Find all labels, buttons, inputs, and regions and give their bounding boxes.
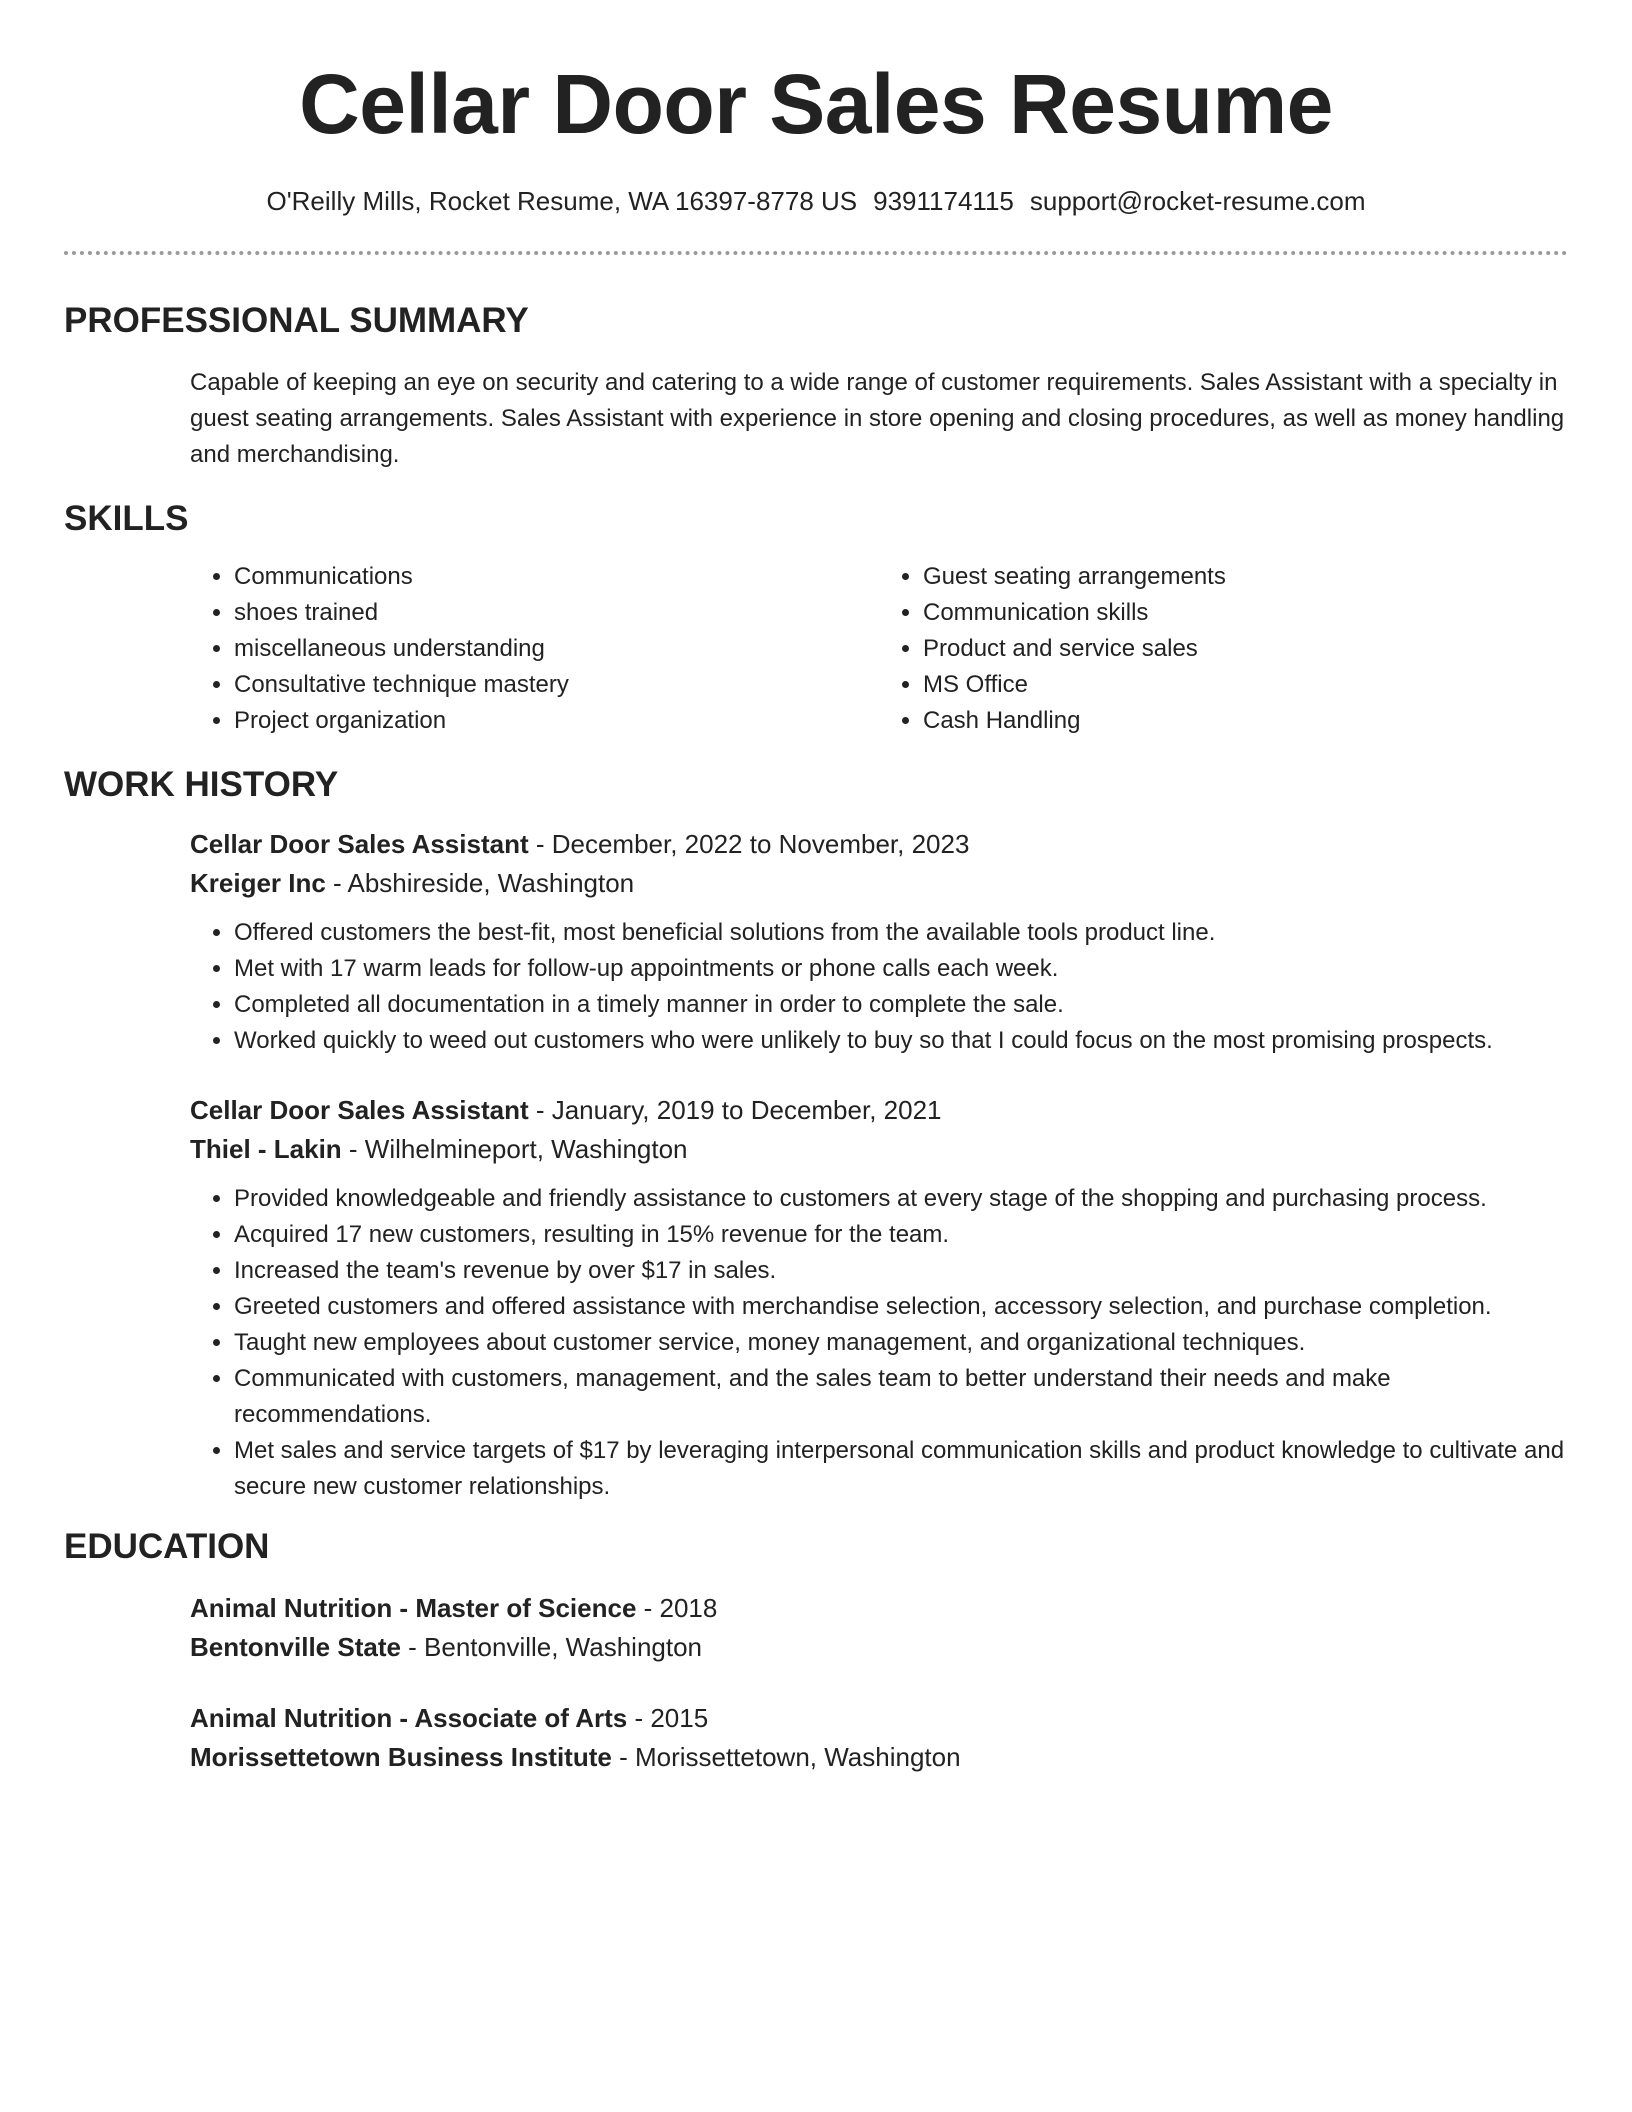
education-degree-line	[190, 1699, 1568, 1738]
job-bullet: • Increased the team's revenue by over $17 in sales.	[234, 1253, 1568, 1289]
skill-item: • Consultative technique mastery	[234, 667, 879, 703]
education-location: - Morissettetown, Washington	[611, 1742, 961, 1772]
job-location: - Wilhelmineport, Washington	[341, 1134, 688, 1164]
skills-heading: SKILLS	[64, 499, 189, 538]
job-entry	[190, 1091, 1568, 1505]
job-dates: - January, 2019 to December, 2021	[528, 1095, 942, 1125]
skill-item: • Communication skills	[923, 595, 1568, 631]
job-bullet: • Met with 17 warm leads for follow-up appointments or phone calls each week.	[234, 951, 1568, 987]
skills-column-left	[190, 559, 879, 739]
education-school-line	[190, 1738, 1568, 1777]
contact-address: O'Reilly Mills, Rocket Resume, WA 16397-8778 US	[266, 186, 858, 216]
education-entry	[190, 1699, 1568, 1777]
job-bullet: • Greeted customers and offered assistance with merchandise selection, accessory selection, and purchase completion.	[234, 1289, 1568, 1325]
job-title: Cellar Door Sales Assistant	[190, 829, 529, 859]
job-bullets	[190, 915, 1568, 1059]
job-company-line	[190, 1130, 1568, 1169]
skill-item: • miscellaneous understanding	[234, 631, 879, 667]
job-bullet: • Communicated with customers, management, and the sales team to better understand their needs and make recommendations.	[234, 1361, 1568, 1433]
job-company-line	[190, 864, 1568, 903]
education-year: - 2018	[636, 1593, 718, 1623]
job-title-line	[190, 1091, 1568, 1130]
education-degree-line	[190, 1589, 1568, 1628]
job-bullet: • Met sales and service targets of $17 by leveraging interpersonal communication skills and product knowledge to cultivate and secure new customer relationships.	[234, 1433, 1568, 1505]
skill-item: • Product and service sales	[923, 631, 1568, 667]
header-divider	[64, 251, 1568, 255]
education-degree: Animal Nutrition - Associate of Arts	[190, 1703, 628, 1733]
job-bullet: • Taught new employees about customer service, money management, and organizational techniques.	[234, 1325, 1568, 1361]
work-history-heading: WORK HISTORY	[64, 765, 339, 804]
job-bullet: • Offered customers the best-fit, most beneficial solutions from the available tools product line.	[234, 915, 1568, 951]
skills-column-right	[879, 559, 1568, 739]
job-location: - Abshireside, Washington	[325, 868, 635, 898]
education-school: Morissettetown Business Institute	[190, 1742, 612, 1772]
summary-heading: PROFESSIONAL SUMMARY	[64, 301, 529, 340]
summary-text: Capable of keeping an eye on security and catering to a wide range of customer requirements. Sales Assistant with a specialty in guest seating arrangements. Sales Assistant with experience in store opening and closing procedures, as well as money handling and merchandising.	[190, 369, 1565, 468]
education-entry	[190, 1589, 1568, 1667]
job-bullet: • Worked quickly to weed out customers who were unlikely to buy so that I could focus on the most promising prospects.	[234, 1023, 1568, 1059]
education-school: Bentonville State	[190, 1632, 401, 1662]
job-bullet: • Provided knowledgeable and friendly assistance to customers at every stage of the shopping and purchasing process.	[234, 1181, 1568, 1217]
job-bullets	[190, 1181, 1568, 1505]
education-heading: EDUCATION	[64, 1527, 270, 1566]
skill-item: • Cash Handling	[923, 703, 1568, 739]
skill-item: • Communications	[234, 559, 879, 595]
contact-phone: 9391174115	[873, 186, 1014, 216]
contact-line	[64, 185, 1568, 217]
skill-item: • MS Office	[923, 667, 1568, 703]
skills-list	[190, 559, 1568, 739]
contact-email: support@rocket-resume.com	[1029, 186, 1366, 216]
job-title: Cellar Door Sales Assistant	[190, 1095, 529, 1125]
page-title: Cellar Door Sales Resume	[299, 57, 1333, 151]
job-bullet: • Completed all documentation in a timely manner in order to complete the sale.	[234, 987, 1568, 1023]
education-degree: Animal Nutrition - Master of Science	[190, 1593, 637, 1623]
job-company: Thiel - Lakin	[190, 1134, 342, 1164]
education-year: - 2015	[627, 1703, 709, 1733]
job-title-line	[190, 825, 1568, 864]
education-school-line	[190, 1628, 1568, 1667]
skill-item: • shoes trained	[234, 595, 879, 631]
skill-item: • Project organization	[234, 703, 879, 739]
skill-item: • Guest seating arrangements	[923, 559, 1568, 595]
job-dates: - December, 2022 to November, 2023	[528, 829, 970, 859]
job-company: Kreiger Inc	[190, 868, 326, 898]
education-location: - Bentonville, Washington	[400, 1632, 703, 1662]
job-entry	[190, 825, 1568, 1059]
job-bullet: • Acquired 17 new customers, resulting in 15% revenue for the team.	[234, 1217, 1568, 1253]
